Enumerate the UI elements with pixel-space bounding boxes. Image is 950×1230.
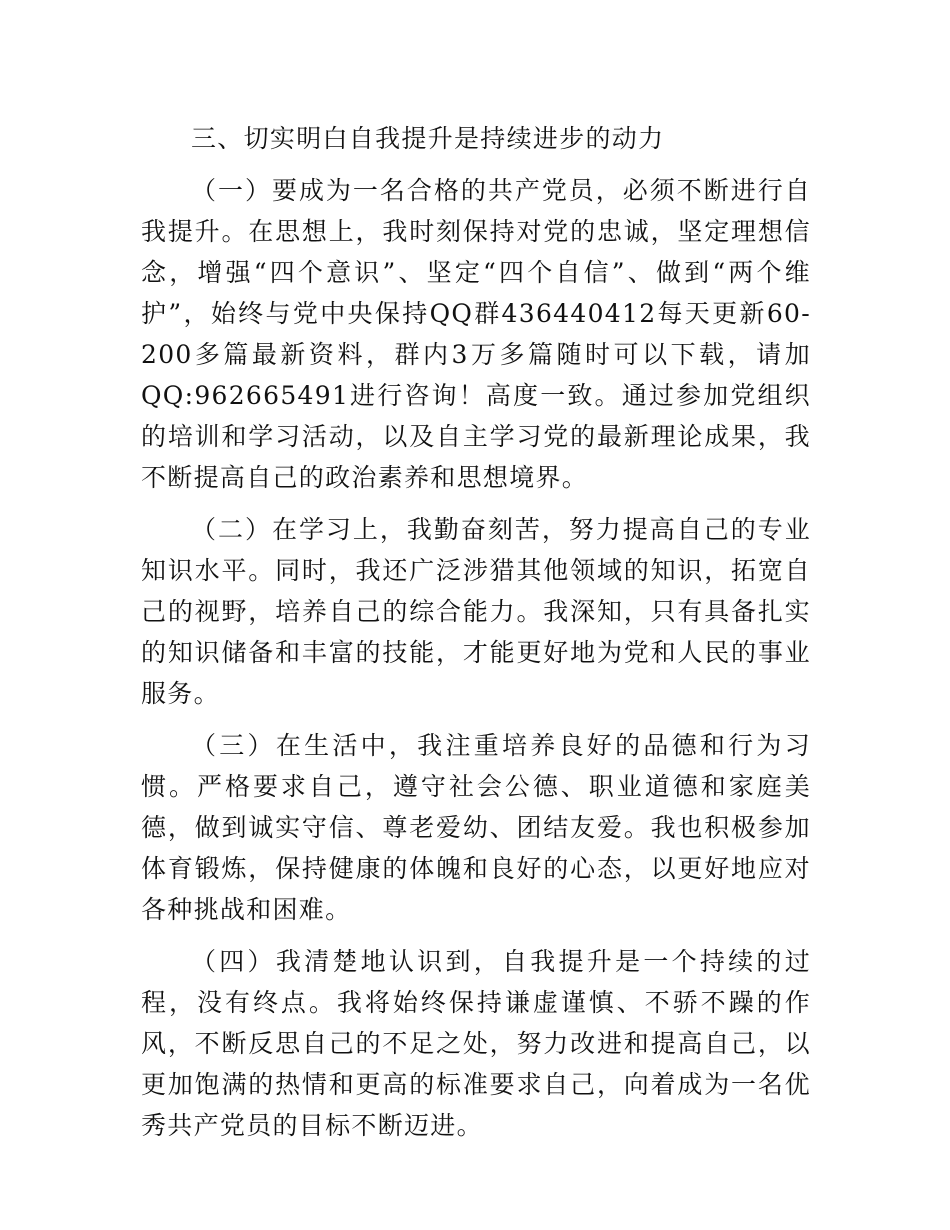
paragraph-1: （一）要成为一名合格的共产党员，必须不断进行自我提升。在思想上，我时刻保持对党的忠诚，坚定理想信念，增强“四个意识”、坚定“四个自信”、做到“两个维护”，始终与党中央保持QQ群436440412每天更新60-200多篇最新资料，群内3万多篇随时可以下载，请加QQ:962665491进行咨询！高度一致。通过参加党组织的培训和学习活动，以及自主学习党的最新理论成果，我不断提高自己的政治素养和思想境界。: [141, 176, 811, 492]
section-heading: 三、切实明白自我提升是持续进步的动力: [191, 124, 665, 153]
paragraph-4: （四）我清楚地认识到，自我提升是一个持续的过程，没有终点。我将始终保持谦虚谨慎、不骄不躁的作风，不断反思自己的不足之处，努力改进和提高自己，以更加饱满的热情和更高的标准要求自己，向着成为一名优秀共产党员的目标不断迈进。: [141, 947, 811, 1140]
paragraph-3: （三）在生活中，我注重培养良好的品德和行为习惯。严格要求自己，遵守社会公德、职业道德和家庭美德，做到诚实守信、尊老爱幼、团结友爱。我也积极参加体育锻炼，保持健康的体魄和良好的心态，以更好地应对各种挑战和困难。: [141, 731, 811, 924]
document-body: [141, 118, 811, 1157]
paragraph-2: （二）在学习上，我勤奋刻苦，努力提高自己的专业知识水平。同时，我还广泛涉猎其他领域的知识，拓宽自己的视野，培养自己的综合能力。我深知，只有具备扎实的知识储备和丰富的技能，才能更好地为党和人民的事业服务。: [141, 515, 811, 708]
